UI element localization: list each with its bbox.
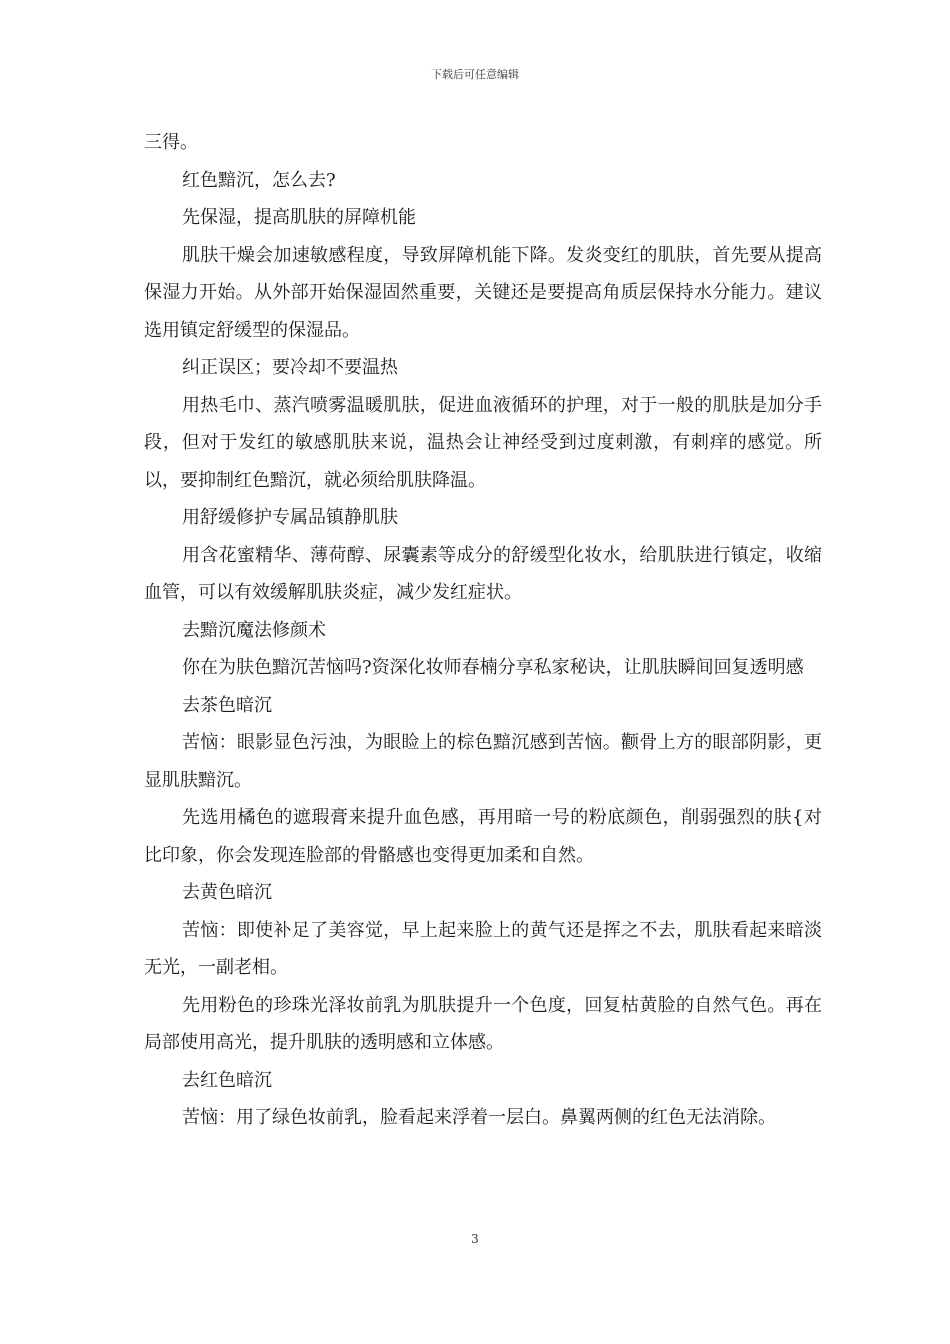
paragraph: 肌肤干燥会加速敏感程度，导致屏障机能下降。发炎变红的肌肤，首先要从提高保湿力开始。从外部开始保湿固然重要，关键还是要提高角质层保持水分能力。建议选用镇定舒缓型的保湿品。 — [144, 244, 822, 341]
paragraph: 纠正误区；要冷却不要温热 — [182, 357, 398, 378]
paragraph: 用热毛巾、蒸汽喷雾温暖肌肤，促进血液循环的护理，对于一般的肌肤是加分手段，但对于发红的敏感肌肤来说，温热会让神经受到过度刺激，有刺痒的感觉。所以，要抑制红色黯沉，就必须给肌肤降温。 — [144, 394, 822, 491]
document-body — [144, 124, 822, 1137]
paragraph: 去黄色暗沉 — [182, 882, 272, 903]
paragraph: 去黯沉魔法修颜术 — [182, 619, 326, 641]
page-header: 下载后可任意编辑 — [431, 68, 519, 81]
paragraph: 用含花蜜精华、薄荷醇、尿囊素等成分的舒缓型化妆水，给肌肤进行镇定，收缩血管，可以有效缓解肌肤炎症，减少发红症状。 — [144, 544, 822, 603]
paragraph: 去红色暗沉 — [182, 1069, 272, 1091]
paragraph: 去茶色暗沉 — [182, 694, 272, 716]
paragraph: 红色黯沉，怎么去? — [182, 169, 336, 191]
paragraph: 苦恼：即使补足了美容觉，早上起来脸上的黄气还是挥之不去，肌肤看起来暗淡无光，一副老相。 — [144, 919, 822, 978]
paragraph: 先用粉色的珍珠光泽妆前乳为肌肤提升一个色度，回复枯黄脸的自然气色。再在局部使用高光，提升肌肤的透明感和立体感。 — [144, 994, 822, 1053]
paragraph: 苦恼：用了绿色妆前乳，脸看起来浮着一层白。鼻翼两侧的红色无法消除。 — [182, 1107, 776, 1128]
paragraph: 你在为肤色黯沉苦恼吗?资深化妆师春楠分享私家秘诀，让肌肤瞬间回复透明感 — [182, 657, 804, 678]
page-number: 3 — [471, 1232, 479, 1246]
paragraph: 苦恼：眼影显色污浊，为眼睑上的棕色黯沉感到苦恼。颧骨上方的眼部阴影，更显肌肤黯沉。 — [144, 732, 822, 791]
paragraph: 先保湿，提高肌肤的屏障机能 — [182, 207, 416, 228]
paragraph: 用舒缓修护专属品镇静肌肤 — [182, 507, 398, 528]
paragraph: 先选用橘色的遮瑕膏来提升血色感，再用暗一号的粉底颜色，削弱强烈的肤{对比印象，你会发现连脸部的骨骼感也变得更加柔和自然。 — [144, 807, 822, 866]
paragraph: 三得。 — [144, 132, 198, 153]
